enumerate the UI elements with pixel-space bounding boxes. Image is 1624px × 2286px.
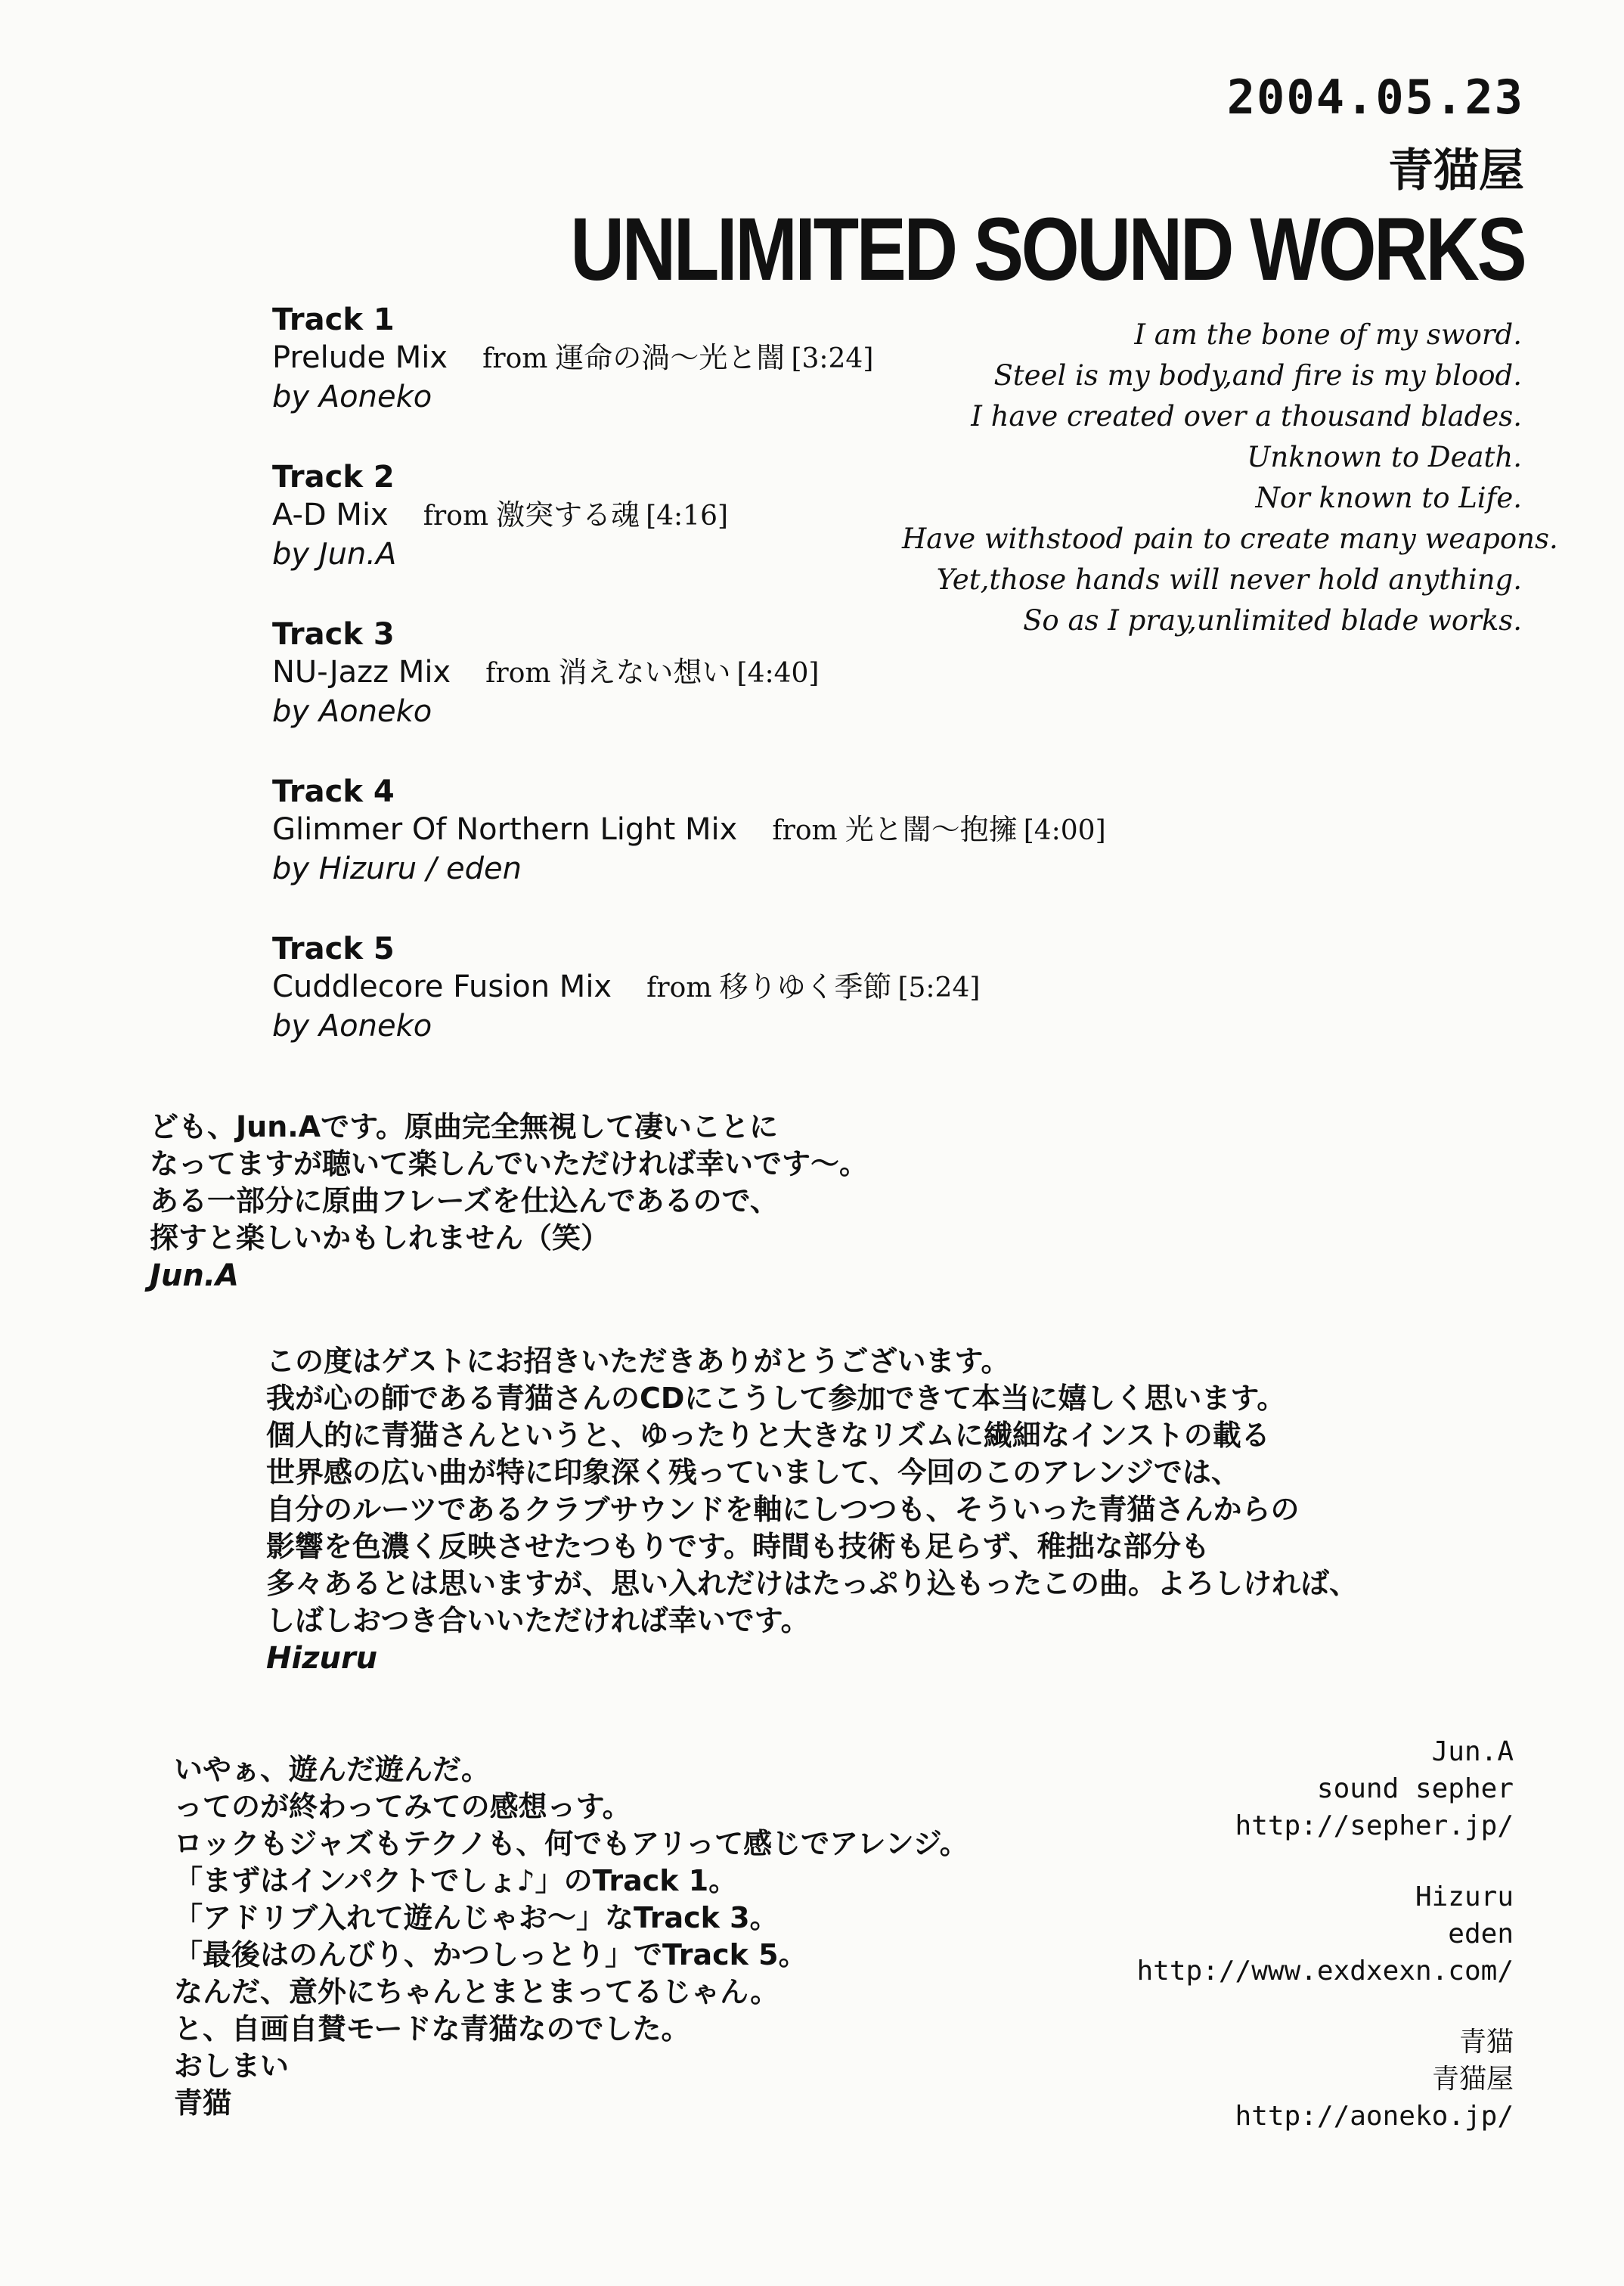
message-line: 探すと楽しいかもしれません（笑） <box>150 1221 610 1255</box>
track-artist: by Hizuru / eden <box>272 851 522 886</box>
message-line: おしまい <box>174 2049 290 2083</box>
credit-name: Jun.A <box>1431 1736 1514 1767</box>
track-mix-title: NU-Jazz Mix <box>272 655 451 690</box>
track-mix-title: Cuddlecore Fusion Mix <box>272 969 612 1004</box>
message-line: ロックもジャズもテクノも、何でもアリって感じでアレンジ。 <box>174 1827 969 1860</box>
track-number: Track 4 <box>272 774 395 809</box>
track-duration: [4:00] <box>1023 815 1106 846</box>
message-line: 多々あるとは思いますが、思い入れだけはたっぷり込もったこの曲。よろしければ、 <box>266 1567 1359 1600</box>
message-line: この度はゲストにお招きいただきありがとうございます。 <box>266 1345 1010 1378</box>
poem-line: Nor known to Life. <box>1255 482 1522 514</box>
message-signature: Jun.A <box>150 1258 239 1293</box>
track-number: Track 2 <box>272 460 395 495</box>
message-line: なんだ、意外にちゃんとまとまってるじゃん。 <box>174 1975 779 2008</box>
message-line: しばしおつき合いいただければ幸いです。 <box>266 1604 810 1637</box>
message-line: 「最後はのんびり、かつしっとり」でTrack 5。 <box>174 1938 807 1971</box>
message-line: 自分のルーツであるクラブサウンドを軸にしつつも、そういった青猫さんからの <box>266 1493 1300 1526</box>
message-juna <box>150 1109 868 1295</box>
track-mix-title: A-D Mix <box>272 498 389 532</box>
poem-line: So as I pray,unlimited blade works. <box>1023 604 1522 637</box>
track-number: Track 3 <box>272 617 395 652</box>
message-line: いやぁ、遊んだ遊んだ。 <box>174 1753 491 1786</box>
message-hizuru <box>266 1343 1358 1677</box>
message-line: ども、Jun.Aです。原曲完全無視して凄いことに <box>150 1110 779 1143</box>
track-source-song: 運命の渦～光と闇 <box>555 341 786 374</box>
message-line: なってますが聴いて楽しんでいただければ幸いです～。 <box>150 1147 869 1180</box>
poem-line: I have created over a thousand blades. <box>971 400 1522 433</box>
message-signature: 青猫 <box>174 2086 232 2120</box>
circle-name: 青猫屋 <box>1388 144 1524 197</box>
message-line: 「まずはインパクトでしょ♪」のTrack 1。 <box>174 1864 738 1897</box>
poem-line: Steel is my body,and fire is my blood. <box>993 359 1522 392</box>
message-line: 「アドリブ入れて遊んじゃお～」なTrack 3。 <box>174 1901 779 1934</box>
message-line: 世界感の広い曲が特に印象深く残っていまして、今回のこのアレンジでは、 <box>266 1456 1240 1489</box>
message-signature: Hizuru <box>266 1641 378 1676</box>
release-date: 2004.05.23 <box>1226 70 1524 125</box>
track-artist: by Aoneko <box>272 1009 432 1044</box>
poem <box>902 315 1558 641</box>
track-artist: by Aoneko <box>272 380 432 414</box>
credit-group <box>1137 2024 1514 2135</box>
track-source-song: 移りゆく季節 <box>719 970 892 1003</box>
album-title: UNLIMITED SOUND WORKS <box>570 200 1524 299</box>
credit-circle: 青猫屋 <box>1431 2064 1514 2095</box>
track-item <box>272 930 1179 1045</box>
track-from-label: from <box>482 343 548 374</box>
poem-line: Unknown to Death. <box>1247 441 1522 473</box>
track-duration: [4:40] <box>736 658 820 689</box>
credit-group <box>1137 1733 1514 1844</box>
track-number: Track 5 <box>272 932 395 966</box>
track-from-label: from <box>485 658 551 689</box>
track-duration: [3:24] <box>791 343 874 374</box>
track-from-label: from <box>646 972 712 1003</box>
credit-name: 青猫 <box>1458 2027 1514 2058</box>
track-mix-title: Glimmer Of Northern Light Mix <box>272 812 738 847</box>
track-duration: [5:24] <box>897 972 981 1003</box>
message-line: 影響を色濃く反映させたつもりです。時間も技術も足らず、稚拙な部分も <box>266 1530 1210 1563</box>
credit-url: http://www.exdxexn.com/ <box>1136 1956 1514 1987</box>
track-mix-title: Prelude Mix <box>272 340 448 375</box>
message-line: 個人的に青猫さんというと、ゆったりと大きなリズムに繊細なインストの載る <box>266 1419 1270 1452</box>
credit-url: http://sepher.jp/ <box>1235 1810 1514 1841</box>
credit-group <box>1137 1878 1514 1990</box>
track-source-song: 消えない想い <box>558 656 731 689</box>
track-artist: by Jun.A <box>272 537 397 572</box>
track-artist: by Aoneko <box>272 694 432 729</box>
message-line: と、自画自賛モードな青猫なのでした。 <box>174 2012 690 2046</box>
message-line: ある一部分に原曲フレーズを仕込んであるので、 <box>150 1184 779 1217</box>
poem-line: I am the bone of my sword. <box>1134 318 1522 351</box>
credit-name: Hizuru <box>1415 1881 1514 1912</box>
message-line: ってのが終わってみての感想っす。 <box>174 1790 631 1823</box>
message-line: 我が心の師である青猫さんのCDにこうして参加できて本当に嬉しく思います。 <box>266 1382 1286 1415</box>
credit-url: http://aoneko.jp/ <box>1235 2101 1514 2132</box>
track-number: Track 1 <box>272 302 395 337</box>
credits <box>1137 1733 1514 2169</box>
track-source-song: 激突する魂 <box>496 498 640 532</box>
poem-line: Have withstood pain to create many weapons. <box>902 523 1558 555</box>
track-from-label: from <box>423 501 489 532</box>
credit-circle: eden <box>1448 1918 1514 1949</box>
track-source-song: 光と闇～抱擁 <box>845 813 1018 846</box>
track-item <box>272 773 1179 888</box>
message-aoneko <box>174 1751 969 2122</box>
track-from-label: from <box>772 815 838 846</box>
track-duration: [4:16] <box>646 501 729 532</box>
credit-circle: sound sepher <box>1316 1773 1514 1804</box>
poem-line: Yet,those hands will never hold anything. <box>936 563 1522 596</box>
